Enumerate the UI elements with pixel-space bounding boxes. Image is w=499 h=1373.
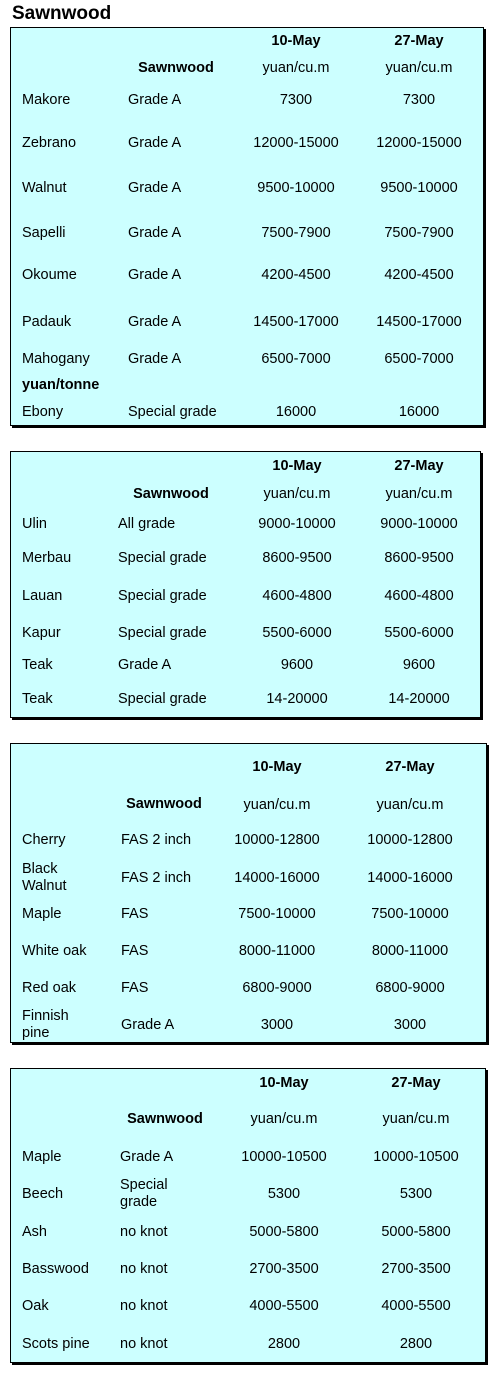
grade-cell: Grade A: [118, 657, 172, 673]
unit-header-2: yuan/cu.m: [385, 486, 453, 502]
price-cell: 6500-7000: [384, 351, 454, 367]
price-cell: 16000: [398, 404, 440, 420]
species-cell: Teak: [22, 691, 53, 707]
price-cell: 7300: [402, 92, 436, 108]
grade-cell: FAS 2 inch: [121, 870, 192, 886]
species-cell: Teak: [22, 657, 53, 673]
date-header-1: 10-May: [272, 458, 322, 474]
grade-cell: Grade A: [128, 351, 182, 367]
grade-cell: Special grade: [118, 588, 207, 604]
species-cell: Makore: [22, 92, 71, 108]
price-cell: 2700-3500: [381, 1261, 451, 1277]
species-cell: Okoume: [22, 267, 77, 283]
price-cell: 8600-9500: [262, 550, 332, 566]
grade-cell: no knot: [120, 1298, 168, 1314]
grade-cell: Special grade: [118, 550, 207, 566]
date-header-1: 10-May: [271, 33, 321, 49]
price-cell: 6800-9000: [242, 980, 312, 996]
species-cell: Black Walnut: [22, 861, 67, 894]
price-cell: 4200-4500: [261, 267, 331, 283]
price-cell: 9600: [402, 657, 436, 673]
price-cell: 5500-6000: [262, 625, 332, 641]
species-cell: Sapelli: [22, 225, 66, 241]
species-cell: Maple: [22, 906, 62, 922]
unit-header-1: yuan/cu.m: [243, 797, 311, 813]
species-cell: Lauan: [22, 588, 63, 604]
species-cell: Beech: [22, 1186, 64, 1202]
price-cell: 10000-12800: [367, 832, 453, 848]
grade-cell: Grade A: [128, 225, 182, 241]
unit-header-2: yuan/cu.m: [376, 797, 444, 813]
price-cell: 14500-17000: [253, 314, 339, 330]
unit-header-1: yuan/cu.m: [262, 60, 330, 76]
price-cell: 8000-11000: [238, 943, 316, 959]
species-cell: Ebony: [22, 404, 64, 420]
species-cell: Maple: [22, 1149, 62, 1165]
unit-header-2: yuan/cu.m: [382, 1111, 450, 1127]
species-cell: Red oak: [22, 980, 77, 996]
price-cell: 12000-15000: [376, 135, 462, 151]
price-cell: 7300: [279, 92, 313, 108]
species-cell: Kapur: [22, 625, 61, 641]
grade-cell: Grade A: [128, 314, 182, 330]
grade-cell: FAS 2 inch: [121, 832, 192, 848]
price-cell: 8600-9500: [384, 550, 454, 566]
unit-header-1: yuan/cu.m: [250, 1111, 318, 1127]
price-cell: 5000-5800: [381, 1224, 451, 1240]
grade-cell: Grade A: [120, 1149, 174, 1165]
sawnwood-header: Sawnwood: [138, 60, 214, 76]
price-cell: 2800: [267, 1336, 301, 1352]
price-cell: 8000-11000: [371, 943, 449, 959]
price-cell: 5300: [399, 1186, 433, 1202]
price-cell: 5000-5800: [249, 1224, 319, 1240]
grade-cell: Special grade: [118, 691, 207, 707]
grade-cell: no knot: [120, 1336, 168, 1352]
sawnwood-header: Sawnwood: [127, 1111, 203, 1127]
price-cell: 2800: [399, 1336, 433, 1352]
species-cell: Walnut: [22, 180, 67, 196]
price-cell: 7500-10000: [238, 906, 316, 922]
species-cell: Cherry: [22, 832, 66, 848]
price-cell: 4000-5500: [249, 1298, 319, 1314]
price-cell: 14-20000: [266, 691, 328, 707]
price-cell: 7500-7900: [261, 225, 331, 241]
price-cell: 4200-4500: [384, 267, 454, 283]
price-cell: 4600-4800: [262, 588, 332, 604]
species-cell: Ash: [22, 1224, 47, 1240]
grade-cell: no knot: [120, 1224, 168, 1240]
grade-cell: FAS: [121, 980, 149, 996]
price-cell: 2700-3500: [249, 1261, 319, 1277]
grade-cell: FAS: [121, 906, 149, 922]
species-cell: Basswood: [22, 1261, 89, 1277]
price-cell: 3000: [393, 1017, 427, 1033]
price-cell: 6800-9000: [375, 980, 445, 996]
species-cell: Zebrano: [22, 135, 77, 151]
price-cell: 9000-10000: [380, 516, 458, 532]
species-cell: Mahogany: [22, 351, 90, 367]
grade-cell: FAS: [121, 943, 149, 959]
price-cell: 9000-10000: [258, 516, 336, 532]
grade-cell: Special grade: [120, 1177, 168, 1210]
date-header-2: 27-May: [394, 458, 444, 474]
price-cell: 4600-4800: [384, 588, 454, 604]
grade-cell: Grade A: [128, 135, 182, 151]
price-cell: 10000-10500: [373, 1149, 459, 1165]
price-cell: 14500-17000: [376, 314, 462, 330]
price-cell: 14000-16000: [234, 870, 320, 886]
unit-note: yuan/tonne: [22, 377, 100, 393]
species-cell: White oak: [22, 943, 87, 959]
grade-cell: Grade A: [128, 92, 182, 108]
price-cell: 9600: [280, 657, 314, 673]
price-cell: 6500-7000: [261, 351, 331, 367]
date-header-2: 27-May: [391, 1075, 441, 1091]
grade-cell: Grade A: [121, 1017, 175, 1033]
price-cell: 4000-5500: [381, 1298, 451, 1314]
unit-header-2: yuan/cu.m: [385, 60, 453, 76]
price-cell: 9500-10000: [380, 180, 458, 196]
price-cell: 3000: [260, 1017, 294, 1033]
price-cell: 14000-16000: [367, 870, 453, 886]
unit-header-1: yuan/cu.m: [263, 486, 331, 502]
date-header-1: 10-May: [259, 1075, 309, 1091]
species-cell: Ulin: [22, 516, 47, 532]
price-cell: 7500-7900: [384, 225, 454, 241]
date-header-1: 10-May: [252, 759, 302, 775]
price-cell: 10000-10500: [241, 1149, 327, 1165]
species-cell: Merbau: [22, 550, 72, 566]
page-title: Sawnwood: [12, 3, 112, 24]
species-cell: Padauk: [22, 314, 72, 330]
price-cell: 12000-15000: [253, 135, 339, 151]
price-cell: 10000-12800: [234, 832, 320, 848]
date-header-2: 27-May: [385, 759, 435, 775]
price-cell: 7500-10000: [371, 906, 449, 922]
grade-cell: Special grade: [128, 404, 217, 420]
grade-cell: no knot: [120, 1261, 168, 1277]
grade-cell: Grade A: [128, 180, 182, 196]
price-cell: 9500-10000: [257, 180, 335, 196]
grade-cell: Grade A: [128, 267, 182, 283]
sawnwood-header: Sawnwood: [133, 486, 209, 502]
grade-cell: All grade: [118, 516, 176, 532]
grade-cell: Special grade: [118, 625, 207, 641]
species-cell: Oak: [22, 1298, 49, 1314]
species-cell: Finnish pine: [22, 1008, 69, 1041]
price-cell: 5500-6000: [384, 625, 454, 641]
date-header-2: 27-May: [394, 33, 444, 49]
sawnwood-header: Sawnwood: [126, 796, 202, 812]
species-cell: Scots pine: [22, 1336, 90, 1352]
price-cell: 5300: [267, 1186, 301, 1202]
price-cell: 16000: [275, 404, 317, 420]
price-cell: 14-20000: [388, 691, 450, 707]
